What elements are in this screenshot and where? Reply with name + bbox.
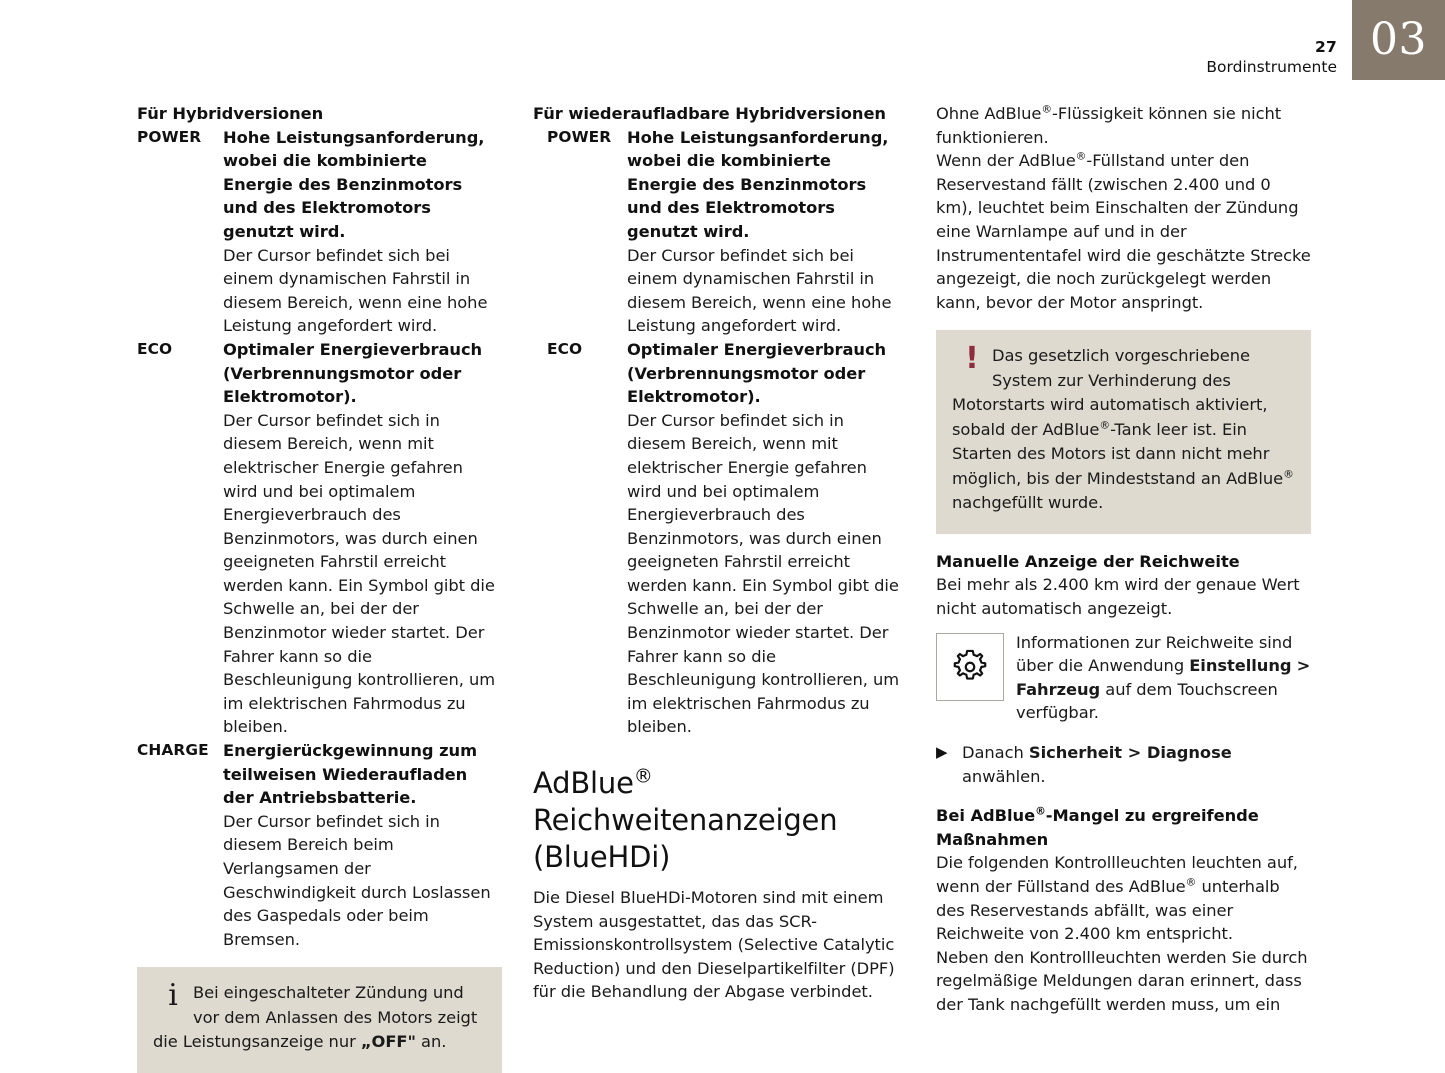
middle-column-heading: Für wiederaufladbare Hybridversionen [533, 104, 886, 123]
section-title: Bordinstrumente [1206, 58, 1337, 77]
registered-mark: ® [1075, 149, 1087, 163]
info-note-text [153, 978, 486, 1055]
adblue-intro-paragraph-2 [936, 149, 1311, 314]
manual-range-body: Bei mehr als 2.400 km wird der genaue Wert nicht automatisch angezeigt. [936, 575, 1300, 619]
intro-text-b: -Flüssigkeit können sie nicht funktionieren. [936, 104, 1282, 147]
action-text-a: Danach [962, 743, 1029, 762]
warning-note-text [952, 341, 1295, 516]
action-step-text [962, 741, 1311, 788]
mode-description: Der Cursor befindet sich in diesem Bereich, wenn mit elektrischer Energie gefahren wird und bei optimalem Energieverbrauch des Benzinmotors, was durch einen geeigneten Fahrstil erreicht werden kann. Ein Symbol gibt die Schwelle an, bei der der Benzinmotor wieder startet. Der Fahrer kann so die Beschleunigung kontrollieren, um im elektrischen Fahrmodus zu bleiben. [627, 410, 900, 737]
warning-note-box [936, 330, 1311, 534]
info-note-text-bold: „OFF" [360, 1032, 416, 1052]
adblue-shortage-body-1 [936, 851, 1311, 945]
intro2-text-b: -Füllstand unter den Reservestand fällt (zwischen 2.400 und 0 km), leuchtet beim Einschalten der Zündung eine Warnlampe auf und in der Instrumententafel wird die geschätzte Strecke angezeigt, die noch zurückgelegt werden kann, bevor der Motor anspringt. [936, 151, 1311, 312]
chapter-number: 03 [1370, 14, 1427, 65]
info-i-icon: i [168, 978, 178, 1014]
chapter-tab [1352, 0, 1445, 80]
list-item [137, 126, 502, 338]
warning-text-a: Das gesetzlich vorgeschriebene System zur Verhinderung des Motorstarts wird automatisch aktiviert, sobald der AdBlue [952, 346, 1268, 439]
gear-bold-fahrzeug: > Fahrzeug [1016, 656, 1311, 699]
adblue-section-body: Die Diesel BlueHDi-Motoren sind mit einem System ausgestattet, das das SCR-Emissionskontrollsystem (Selective Catalytic Reduction) und den Dieselpartikelfilter (DPF) für die Behandlung der Abgase verbindet. [533, 888, 895, 1002]
registered-mark: ® [1283, 467, 1294, 481]
shortage-text-b: unterhalb des Reservestands abfällt, was einer Reichweite von 2.400 km entspricht. [936, 876, 1280, 944]
warning-text-b: -Tank leer ist. Ein Starten des Motors ist dann nicht mehr möglich, bis der Mindeststand an AdBlue [952, 419, 1284, 488]
action-text-b: anwählen. [962, 766, 1046, 786]
mode-title: Energierückgewinnung zum teilweisen Wiederaufladen der Antriebsbatterie. [223, 741, 477, 808]
registered-mark: ® [1035, 804, 1046, 818]
left-column-heading: Für Hybridversionen [137, 104, 324, 123]
warning-text-c: nachgefüllt wurde. [952, 493, 1104, 513]
gear-bold-einstellung: Einstellung [1189, 656, 1292, 676]
hybrid-modes-list [137, 126, 502, 952]
middle-column [533, 102, 900, 1004]
mode-term: CHARGE [137, 741, 209, 760]
manual-range-heading: Manuelle Anzeige der Reichweite [936, 551, 1240, 571]
mode-title: Hohe Leistungsanforderung, wobei die kombinierte Energie des Benzinmotors und des Elektromotors genutzt wird. [223, 127, 485, 241]
page-header [1206, 38, 1337, 78]
plugin-hybrid-modes-list [533, 126, 900, 739]
registered-mark: ® [633, 764, 653, 788]
adblue-shortage-heading [936, 804, 1311, 851]
adblue-heading-word: AdBlue [533, 766, 634, 801]
info-note-box [137, 967, 502, 1073]
adblue-intro-paragraph-1 [936, 102, 1311, 149]
mode-description: Der Cursor befindet sich bei einem dynamischen Fahrstil in diesem Bereich, wenn eine hohe Leistung angefordert wird. [223, 245, 488, 336]
info-note-text-part2: an. [415, 1032, 447, 1052]
mode-description: Der Cursor befindet sich in diesem Bereich beim Verlangsamen der Geschwindigkeit durch Loslassen des Gaspedals oder beim Bremsen. [223, 811, 491, 949]
mode-title: Optimaler Energieverbrauch (Verbrennungsmotor oder Elektromotor). [223, 339, 483, 407]
mode-term: ECO [137, 339, 173, 358]
mode-description: Der Cursor befindet sich bei einem dynamischen Fahrstil in diesem Bereich, wenn eine hohe Leistung angefordert wird. [627, 245, 892, 336]
play-triangle-icon: ▶ [936, 743, 948, 761]
intro-text-a: Ohne AdBlue [936, 104, 1042, 123]
gear-icon [948, 645, 992, 689]
gear-text-a: Informationen zur Reichweite sind über die Anwendung [1016, 632, 1293, 676]
exclamation-icon: ! [965, 341, 979, 377]
list-item [137, 739, 502, 951]
mode-title: Optimaler Energieverbrauch (Verbrennungsmotor oder Elektromotor). [627, 339, 887, 407]
mode-term: POWER [137, 127, 202, 146]
shortage-heading-a: Bei AdBlue [936, 806, 1036, 826]
shortage-text-a: Die folgenden Kontrollleuchten leuchten auf, wenn der Füllstand des AdBlue [936, 853, 1298, 896]
list-item [533, 338, 900, 739]
list-item [137, 338, 502, 739]
mode-term: ECO [547, 339, 583, 358]
intro2-text-a: Wenn der AdBlue [936, 151, 1076, 171]
gear-icon-box [936, 633, 1004, 701]
gear-info-text [1016, 631, 1311, 725]
registered-mark: ® [1099, 418, 1111, 432]
right-column [936, 102, 1311, 1017]
info-note-text-part1: Bei eingeschalteter Zündung und vor dem Anlassen des Motors zeigt die Leistungsanzeige nur [153, 983, 478, 1052]
registered-mark: ® [1185, 875, 1197, 889]
page-number: 27 [1315, 38, 1337, 56]
mode-description: Der Cursor befindet sich in diesem Bereich, wenn mit elektrischer Energie gefahren wird und bei optimalem Energieverbrauch des Benzinmotors, was durch einen geeigneten Fahrstil erreicht werden kann. Ein Symbol gibt die Schwelle an, bei der der Benzinmotor wieder startet. Der Fahrer kann so die Beschleunigung kontrollieren, um im elektrischen Fahrmodus zu bleiben. [223, 410, 496, 737]
adblue-heading-line3: (BlueHDi) [533, 840, 671, 875]
list-item [533, 126, 900, 338]
adblue-shortage-body-2: Neben den Kontrollleuchten werden Sie durch regelmäßige Meldungen daran erinnert, dass der Tank nachgefüllt werden muss, um ein [936, 947, 1308, 1014]
action-step-row [936, 741, 1311, 788]
gear-text-c: auf dem Touchscreen verfügbar. [1016, 679, 1278, 723]
adblue-heading-line2: Reichweitenanzeigen [533, 803, 838, 838]
gear-info-row [936, 631, 1311, 725]
action-bold-path: Sicherheit > Diagnose [1028, 743, 1232, 762]
left-column [137, 102, 502, 1073]
registered-mark: ® [1041, 102, 1053, 116]
mode-term: POWER [547, 127, 612, 146]
shortage-heading-b: -Mangel zu ergreifende Maßnahmen [936, 806, 1259, 849]
adblue-section-heading [533, 765, 900, 876]
mode-title: Hohe Leistungsanforderung, wobei die kombinierte Energie des Benzinmotors und des Elektromotors genutzt wird. [627, 127, 889, 241]
